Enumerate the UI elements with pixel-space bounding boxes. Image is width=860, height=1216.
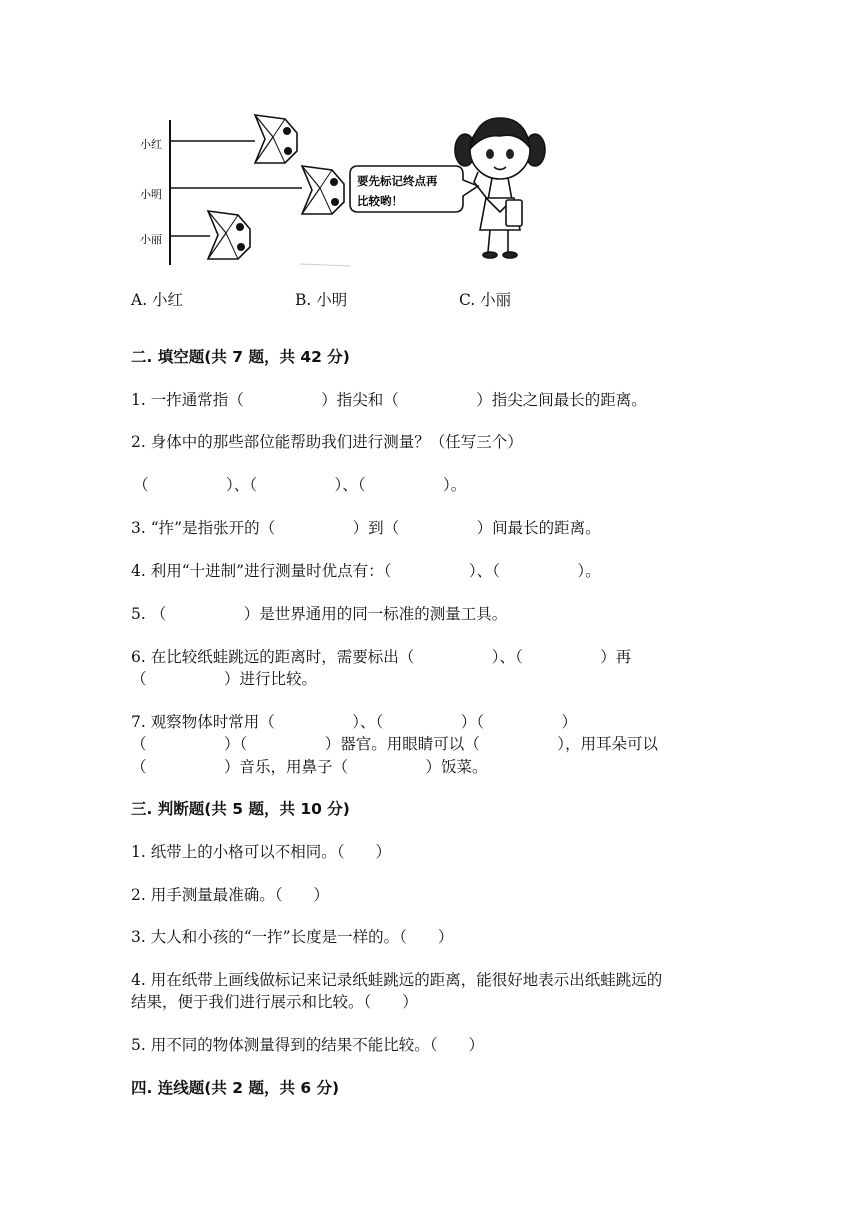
question-line: 7. 观察物体时常用（ ）、（ ）（ ） bbox=[131, 713, 577, 731]
question-line: （ ）音乐，用鼻子（ ）饭菜。 bbox=[131, 758, 488, 776]
name-xiaohong: 小红 bbox=[140, 138, 162, 151]
question-line: 1. 一拃通常指（ ）指尖和（ ）指尖之间最长的距离。 bbox=[131, 391, 647, 409]
option-b: B. 小明 bbox=[295, 291, 348, 309]
question-line: 2. 身体中的那些部位能帮助我们进行测量？（任写三个） bbox=[131, 433, 523, 451]
question-line: （ ）进行比较。 bbox=[131, 670, 318, 688]
option-a: A. 小红 bbox=[131, 291, 184, 309]
section-title-true-false: 三. 判断题(共 5 题，共 10 分) bbox=[131, 800, 350, 818]
question-line: 2. 用手测量最准确。（ ） bbox=[131, 886, 329, 904]
question-line: 1. 纸带上的小格可以不相同。（ ） bbox=[131, 843, 391, 861]
question-line: 5. 用不同的物体测量得到的结果不能比较。（ ） bbox=[131, 1036, 484, 1054]
question-line: 4. 用在纸带上画线做标记来记录纸蛙跳远的距离，能很好地表示出纸蛙跳远的 bbox=[131, 971, 663, 989]
speech-line-2: 比较哟！ bbox=[357, 194, 403, 208]
question-line: （ ）（ ）器官。用眼睛可以（ ），用耳朵可以 bbox=[131, 735, 659, 753]
option-c: C. 小丽 bbox=[459, 291, 512, 309]
question-line: 5. （ ）是世界通用的同一标准的测量工具。 bbox=[131, 605, 508, 623]
question-line: （ ）、（ ）、（ ）。 bbox=[133, 476, 467, 494]
question-line: 6. 在比较纸蛙跳远的距离时，需要标出（ ）、（ ）再 bbox=[131, 648, 632, 666]
question-line: 3. “拃”是指张开的（ ）到（ ）间最长的距离。 bbox=[131, 519, 601, 537]
name-xiaoli: 小丽 bbox=[140, 233, 162, 246]
section-title-fill-blank: 二. 填空题(共 7 题，共 42 分) bbox=[131, 348, 350, 366]
name-xiaoming: 小明 bbox=[140, 188, 162, 201]
speech-line-1: 要先标记终点再 bbox=[357, 174, 438, 188]
question-line: 结果，便于我们进行展示和比较。（ ） bbox=[131, 993, 418, 1011]
frog-jump-figure bbox=[0, 0, 860, 280]
paper-frog-icon bbox=[255, 115, 297, 163]
speech-bubble bbox=[350, 166, 478, 212]
question-line: 4. 利用“十进制”进行测量时优点有：（ ）、（ ）。 bbox=[131, 562, 601, 580]
paper-frog-icon bbox=[208, 211, 250, 259]
paper-frog-icon bbox=[302, 166, 344, 214]
question-line: 3. 大人和小孩的“一拃”长度是一样的。（ ） bbox=[131, 928, 454, 946]
section-title-matching: 四. 连线题(共 2 题，共 6 分) bbox=[131, 1079, 340, 1097]
